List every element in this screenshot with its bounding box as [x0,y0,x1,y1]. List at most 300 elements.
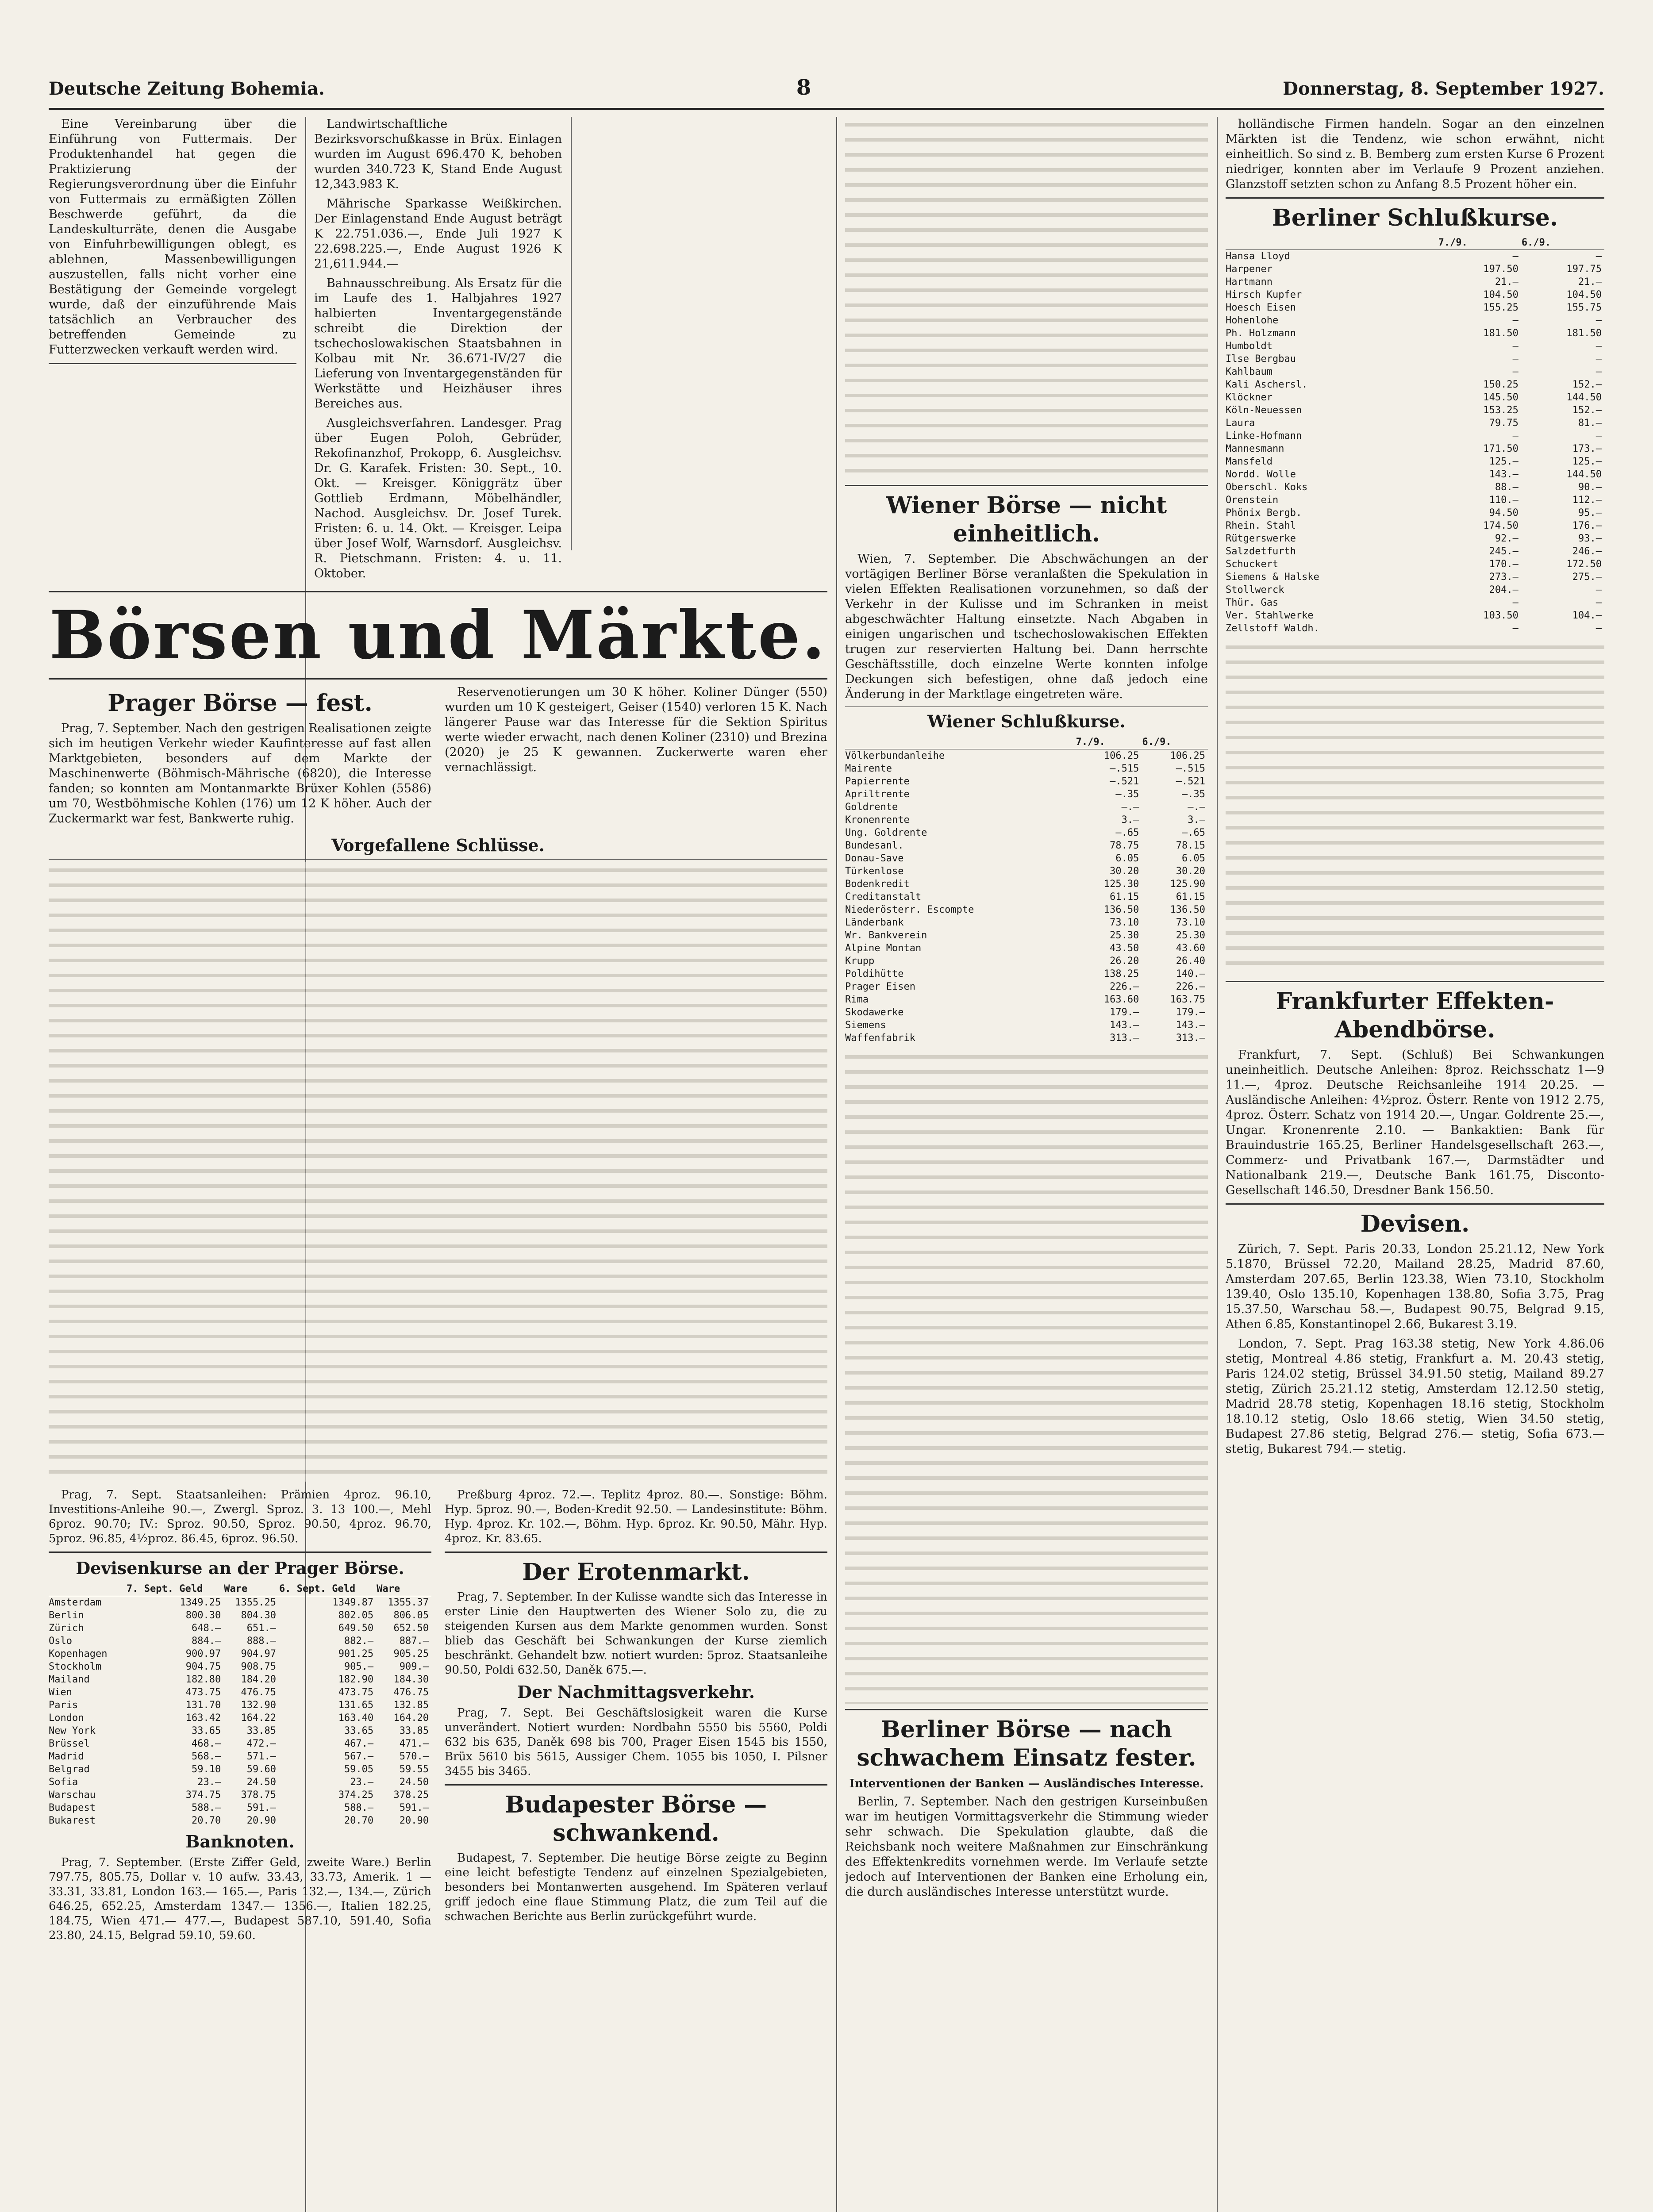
row-label: Länderbank [845,917,904,928]
row-label: Zürich [49,1623,84,1634]
row-value: 173.— [1572,443,1602,454]
row-label: Poldihütte [845,968,904,979]
row-value: 182.90 [338,1674,374,1685]
row-label: Warschau [49,1790,96,1801]
table-row [845,891,1208,903]
row-label: Hoesch Eisen [1226,302,1296,313]
row-value: 588.— [191,1802,221,1813]
table-row [1226,288,1604,301]
row-value: 43.50 [1110,943,1139,954]
row-value: 313.— [1110,1033,1139,1044]
table-row [1226,455,1604,468]
row-value: — [1595,430,1602,442]
row-label: Stockholm [49,1661,102,1672]
devisenkurse-title: Devisenkurse an der Prager Börse. [76,1558,404,1578]
table-row [1226,442,1604,455]
row-value: 1349.87 [332,1597,374,1608]
row-value: 145.50 [1483,392,1518,403]
row-value: — [1512,430,1518,442]
row-value: 152.— [1572,379,1602,390]
row-value: 467.— [344,1738,374,1749]
divider [1226,981,1604,982]
row-value: 43.60 [1176,943,1205,954]
divider [49,363,296,364]
row-value: 92.— [1495,533,1518,544]
row-label: Hohenlohe [1226,315,1279,326]
row-label: Nordd. Wolle [1226,469,1296,480]
table-row [49,1737,431,1750]
row-label: Siemens & Halske [1226,572,1319,583]
row-label: Linke-Hofmann [1226,430,1302,442]
row-label: Oslo [49,1636,72,1647]
row-value: 3.— [1121,814,1139,826]
row-value: 1355.37 [388,1597,429,1608]
divider [1226,1203,1604,1205]
row-label: New York [49,1725,96,1736]
row-value: 591.— [399,1802,429,1813]
table-row [1226,430,1604,442]
table-row [1226,301,1604,314]
row-value: 471.— [399,1738,429,1749]
row-value: 152.— [1572,405,1602,416]
row-label: Paris [49,1700,78,1711]
row-value: — [1595,584,1602,595]
table-header: 7./9. [1076,735,1142,749]
row-label: Thür. Gas [1226,597,1279,608]
row-value: 887.— [399,1636,429,1647]
row-value: 61.15 [1110,891,1139,902]
row-value: 273.— [1489,572,1518,583]
table-row [845,916,1208,929]
row-value: 473.75 [185,1687,221,1698]
row-value: 33.65 [344,1725,374,1736]
table-row [1226,481,1604,494]
table-row [845,878,1208,891]
pfandbriefe-text: Preßburg 4proz. 72.—. Teplitz 4proz. 80.—. Sonstige: Böhm. Hyp. 5proz. 90.—, Boden-Kredit 92.50. — Landesinstitute: Böhm. Hyp. 4proz. Kr. 102.—, Böhm. Hyp. 6proz. Kr. 90.50, Mähr. Hyp. 4proz. Kr. 83.65. [445,1488,827,1545]
row-value: 125.— [1489,456,1518,467]
row-value: 125.30 [1103,879,1139,890]
row-value: 143.— [1176,1020,1205,1031]
row-value: — [1512,341,1518,352]
table-row [49,1776,431,1789]
column-4 [845,117,1208,2212]
row-label: Bukarest [49,1815,96,1826]
issue-date: Donnerstag, 8. September 1927. [1283,78,1604,99]
table-row [1226,507,1604,519]
row-value: —.35 [1182,789,1205,800]
row-value: 800.30 [185,1610,221,1621]
table-row [845,1019,1208,1032]
table-row [845,775,1208,788]
divider [845,1709,1208,1710]
table-row [1226,276,1604,288]
row-label: London [49,1713,84,1724]
nachmittags-text: Prag, 7. Sept. Bei Geschäftslosigkeit waren die Kurse unverändert. Notiert wurden: Nordbahn 5550 bis 5560, Poldi 632 bis 635, Daněk 698 bis 700, Prager Eisen 1545 bis 1550, Brüx 5610 bis 5615, Aussiger Chem. 1055 bis 1050, I. Pilsner 3455 bis 3465. [445,1706,827,1778]
row-value: — [1512,353,1518,365]
row-value: — [1595,251,1602,262]
row-label: Stollwerck [1226,584,1284,595]
row-value: — [1595,623,1602,634]
row-label: Bundesanl. [845,840,904,851]
table-row [845,942,1208,955]
table-row [845,968,1208,980]
row-value: 164.20 [393,1713,429,1724]
lower-quote-block [1226,639,1604,975]
row-value: 150.25 [1483,379,1518,390]
row-value: 163.42 [185,1713,221,1724]
table-row [845,762,1208,775]
table-row [1226,340,1604,353]
prager-boerse-text-2: Reservenotierungen um 30 K höher. Koliner Dünger (550) wurden um 10 K gesteigert, Geiser (1540) verloren 15 K. Nach längerer Pause war das Interesse für die Sektion Spiritus werte wieder erwacht, nach denen Koliner (2310) und Brezina (2020) je 25 K gewannen. Zuckerwerte waren eher vernachlässigt. [445,685,827,774]
row-value: 204.— [1489,584,1518,595]
row-value: 110.— [1489,495,1518,506]
banknoten-title: Banknoten. [185,1832,295,1851]
row-value: 802.05 [338,1610,374,1621]
row-value: 104.— [1572,610,1602,621]
row-value: 163.75 [1170,994,1205,1005]
table-row [845,749,1208,763]
row-value: — [1595,366,1602,377]
row-value: —.35 [1115,789,1139,800]
row-value: 179.— [1176,1007,1205,1018]
table-row [1226,609,1604,622]
devisen-title: Devisen. [1360,1210,1470,1237]
row-label: Bodenkredit [845,879,910,890]
row-label: Kali Aschersl. [1226,379,1308,390]
row-value: 6.05 [1182,853,1205,864]
row-label: Hartmann [1226,276,1272,288]
row-value: —.515 [1110,763,1139,774]
quote-tables [49,862,827,1482]
row-value: 246.— [1572,546,1602,557]
row-value: 73.10 [1110,917,1139,928]
row-value: 78.15 [1176,840,1205,851]
staatsanleihen-text: Prag, 7. Sept. Staatsanleihen: Prämien 4proz. 96.10, Investitions-Anleihe 90.—, Zwergl. Sproz. 3. 13 100.—, Mehl 6proz. 90.70; IV.: Sproz. 90.50, Sproz. 90.50, 4proz. 96.70, 5proz. 96.85, 4½proz. 86.45, 6proz. 96.50. [49,1488,431,1545]
row-value: 648.— [191,1623,221,1634]
table-row [1226,532,1604,545]
row-label: Hansa Lloyd [1226,251,1290,262]
article-futtermais: Eine Vereinbarung über die Einführung von Futtermais. Der Produktenhandel hat gegen die Praktizierung der Regierungsverordnung über die Einfuhr von Futtermais zu ermäßigten Zöllen Beschwerde geführt, da die Landeskulturräte, denen die Ausgabe von Einfuhrbewilligungen oblegt, es ablehnen, Massenbewilligungen auszustellen, falls nicht vorher eine Bestätigung der Gemeinde vorgelegt wurde, daß der einzuführende Mais tatsächlich an Verbraucher des betreffenden Gemeinde zu Futterzwecken verkauft werden wird. [49,117,296,357]
article-landwirtschaft: Landwirtschaftliche Bezirksvorschußkasse in Brüx. Einlagen wurden im August 696.470 K, behoben wurden 340.723 K, Stand Ende August 12,343.983 K. [314,117,562,191]
berliner-boerse-subtitle: Interventionen der Banken — Ausländisches Interesse. [849,1777,1204,1790]
row-value: — [1595,353,1602,365]
row-value: 568.— [191,1751,221,1762]
row-label: Humboldt [1226,341,1272,352]
table-row [845,1006,1208,1019]
wiener-schlusskurse-title: Wiener Schlußkurse. [927,711,1126,731]
divider [49,859,827,860]
divider [1226,197,1604,199]
table-row [49,1699,431,1712]
nachmittags-title: Der Nachmittagsverkehr. [517,1682,755,1702]
budapester-text: Budapest, 7. September. Die heutige Börse zeigte zu Beginn eine leicht befestigte Tendenz auf einzelnen Spezialgebieten, besonders bei Montanwerten ausgehend. Im Späteren verlauf griff jedoch eine flaue Stimmung Platz, die zum Teil auf die schwachen Berichte aus Berlin zurückgeführt wurde. [445,1851,827,1923]
erotenmarkt-text: Prag, 7. September. In der Kulisse wandte sich das Interesse in erster Linie den Hauptwerten des Wiener Solo zu, die zu steigenden Kursen aus dem Markte genommen wurden. Sonst blieb das Geschäft bei Schwankungen der Kurse ziemlich beschränkt. Gehandelt bzw. notiert wurden: 5proz. Staatsanleihe 90.50, Poldi 632.50, Daněk 675.—. [445,1590,827,1677]
newspaper-page [49,75,1604,2212]
row-label: Ung. Goldrente [845,827,927,838]
row-value: 143.— [1489,469,1518,480]
row-value: 155.25 [1483,302,1518,313]
row-value: — [1512,623,1518,634]
row-value: 59.60 [246,1764,276,1775]
quote-table-texture [49,862,827,1482]
row-label: Orenstein [1226,495,1279,506]
table-row [1226,622,1604,635]
row-value: 61.15 [1176,891,1205,902]
devisen-table-body [49,1596,431,1828]
row-value: 468.— [191,1738,221,1749]
row-value: 112.— [1572,495,1602,506]
row-value: —.65 [1115,827,1139,838]
row-value: 103.50 [1483,610,1518,621]
row-value: 24.50 [246,1777,276,1788]
row-label: Creditanstalt [845,891,922,902]
frankfurter-title: Frankfurter Effekten-Abendbörse. [1276,988,1554,1043]
columns [49,117,1604,2212]
article-ausgleich: Ausgleichsverfahren. Landesger. Prag über Eugen Poloh, Gebrüder, Rekofinanzhof, Prokopp, 6. Ausgleichsv. Dr. G. Karafek. Fristen: 30. Sept., 10. Okt. — Kreisger. Königgrätz über Gottlieb Erdmann, Möbelhändler, Nachod. Ausgleichsv. Dr. Josef Turek. Fristen: 6. u. 14. Okt. — Kreisger. Leipa über Josef Wolf, Warnsdorf. Ausgleichsv. R. Pietschmann. Fristen: 4. u. 11. Oktober. [314,416,562,580]
row-value: 131.70 [185,1700,221,1711]
row-label: Phönix Bergb. [1226,507,1302,518]
table-header: Ware [223,1582,279,1596]
row-value: 21.— [1495,276,1518,288]
berliner-schlusskurse-title: Berliner Schlußkurse. [1272,204,1558,231]
row-value: 155.75 [1566,302,1602,313]
row-value: 476.75 [393,1687,429,1698]
row-label: Köln-Neuessen [1226,405,1302,416]
row-value: 588.— [344,1802,374,1813]
row-value: —.65 [1182,827,1205,838]
row-value: — [1512,597,1518,608]
row-value: 59.05 [344,1764,374,1775]
row-label: Alpine Montan [845,943,922,954]
row-label: Krupp [845,956,875,967]
row-label: Mannesmann [1226,443,1284,454]
table-row [845,814,1208,826]
divider [49,1551,431,1553]
table-row [845,1032,1208,1045]
row-label: Budapest [49,1802,96,1813]
row-value: 24.50 [399,1777,429,1788]
row-label: Kronenrente [845,814,910,826]
row-label: Mansfeld [1226,456,1272,467]
table-row [1226,468,1604,481]
table-row [845,980,1208,993]
table-row [1226,314,1604,327]
divider [49,591,827,592]
row-value: 905.25 [393,1648,429,1659]
running-head [49,75,1604,110]
table-row [1226,250,1604,263]
row-value: 226.— [1176,981,1205,992]
table-row [49,1789,431,1801]
row-value: —.— [1121,802,1139,813]
row-label: Völkerbundanleihe [845,750,945,761]
row-label: Oberschl. Koks [1226,482,1308,493]
row-value: 904.97 [241,1648,276,1659]
row-value: 374.25 [338,1790,374,1801]
row-value: 143.— [1110,1020,1139,1031]
row-value: 901.25 [338,1648,374,1659]
row-value: — [1595,315,1602,326]
row-value: 651.— [246,1623,276,1634]
wiener-boerse-text: Wien, 7. September. Die Abschwächungen an der vortägigen Berliner Börse veranlaßten die Spekulation in vielen Effekten Realisationen vorzunehmen, so daß der Verkehr in der Kulisse und im Schranken in meist abgeschwächter Haltung einsetzte. Nach Abgaben in einigen ungarischen und tschechoslowakischen Effekten trugen zur reservierten Haltung bei. Dann herrschte Geschäftsstille, doch einzelne Werte konnten infolge Deckungen sich befestigen, ohne daß jedoch eine Änderung in der Marktlage eingetreten wäre. [845,552,1208,701]
row-value: 313.— [1176,1033,1205,1044]
row-value: —.521 [1110,776,1139,787]
row-value: 21.— [1578,276,1602,288]
divider [445,1784,827,1786]
row-value: 106.25 [1103,750,1139,761]
row-label: Sofia [49,1777,78,1788]
row-label: Apriltrente [845,789,910,800]
row-label: Wien [49,1687,72,1698]
row-value: 570.— [399,1751,429,1762]
table-header [1226,236,1438,250]
row-value: 33.85 [246,1725,276,1736]
table-row [1226,353,1604,365]
wiener-schlusskurse-table [845,735,1208,1045]
row-label: Ph. Holzmann [1226,328,1296,339]
row-value: 172.50 [1566,559,1602,570]
row-value: 226.— [1110,981,1139,992]
row-value: 30.20 [1176,866,1205,877]
row-value: 900.97 [185,1648,221,1659]
row-value: 591.— [246,1802,276,1813]
table-row [49,1814,431,1827]
table-header: 6. Sept. Geld [279,1582,376,1596]
row-value: 26.40 [1176,956,1205,967]
row-value: 378.75 [241,1790,276,1801]
prager-boerse-title: Prager Börse — fest. [108,690,373,717]
table-row [49,1686,431,1699]
row-value: 90.— [1578,482,1602,493]
erotenmarkt-title: Der Erotenmarkt. [522,1559,750,1586]
row-value: 140.— [1176,968,1205,979]
row-value: —.521 [1176,776,1205,787]
row-value: 473.75 [338,1687,374,1698]
row-value: 888.— [246,1636,276,1647]
row-value: — [1595,341,1602,352]
table-row [49,1750,431,1763]
table-row [845,955,1208,968]
table-row [845,903,1208,916]
column-rule [836,117,837,2212]
berliner-table-body [1226,250,1604,635]
divider [49,678,827,680]
row-value: 93.— [1578,533,1602,544]
row-label: Papierrente [845,776,910,787]
table-row [1226,519,1604,532]
row-value: 81.— [1578,418,1602,429]
row-value: 153.25 [1483,405,1518,416]
row-value: 144.50 [1566,469,1602,480]
table-row [1226,494,1604,507]
berliner-boerse-title: Berliner Börse — nach schwachem Einsatz fester. [857,1716,1196,1771]
row-value: 374.75 [185,1790,221,1801]
row-value: 23.— [197,1777,221,1788]
row-value: 882.— [344,1636,374,1647]
row-value: 136.50 [1170,904,1205,915]
row-value: 163.60 [1103,994,1139,1005]
article-sparkasse: Mährische Sparkasse Weißkirchen. Der Einlagenstand Ende August beträgt K 22.751.036.—, Ende Juli 1927 K 22.698.225.—, Ende August 1926 K 21,611.944.— [314,197,562,271]
row-label: Niederösterr. Escompte [845,904,974,915]
wiener-table-body [845,749,1208,1045]
row-value: 95.— [1578,507,1602,518]
row-label: Mairente [845,763,892,774]
table-row [845,865,1208,878]
row-value: — [1512,315,1518,326]
row-value: 1349.25 [180,1597,221,1608]
row-value: 245.— [1489,546,1518,557]
newspaper-name: Deutsche Zeitung Bohemia. [49,78,325,99]
table-row [49,1712,431,1724]
row-label: Ver. Stahlwerke [1226,610,1314,621]
row-label: Amsterdam [49,1597,102,1608]
row-label: Donau-Save [845,853,904,864]
lower-quote-block [845,1049,1208,1704]
table-header: 6./9. [1142,735,1208,749]
row-value: 20.90 [399,1815,429,1826]
row-label: Harpener [1226,264,1272,275]
row-value: 571.— [246,1751,276,1762]
wiener-boerse-title: Wiener Börse — nicht einheitlich. [886,492,1167,547]
table-row [1226,558,1604,571]
row-value: 174.50 [1483,520,1518,531]
row-value: 164.22 [241,1713,276,1724]
row-value: 182.80 [185,1674,221,1685]
boersen-section [49,586,827,2212]
row-value: 132.85 [393,1700,429,1711]
row-value: 30.20 [1110,866,1139,877]
row-label: Brüssel [49,1738,90,1749]
row-label: Berlin [49,1610,84,1621]
row-value: 104.50 [1483,289,1518,300]
table-row [49,1622,431,1635]
row-value: 136.50 [1103,904,1139,915]
row-value: 179.— [1110,1007,1139,1018]
row-value: 1355.25 [235,1597,276,1608]
vorgefallene-title: Vorgefallene Schlüsse. [331,835,545,855]
row-value: 138.25 [1103,968,1139,979]
row-label: Ilse Bergbau [1226,353,1296,365]
row-value: 884.— [191,1636,221,1647]
row-value: —.515 [1176,763,1205,774]
row-value: 184.20 [241,1674,276,1685]
table-row [845,993,1208,1006]
row-label: Kopenhagen [49,1648,108,1659]
row-label: Prager Eisen [845,981,915,992]
row-value: 181.50 [1483,328,1518,339]
table-row [1226,365,1604,378]
row-value: 88.— [1495,482,1518,493]
row-label: Hirsch Kupfer [1226,289,1302,300]
row-value: 905.— [344,1661,374,1672]
column-rule [571,117,572,550]
section-title: Börsen und Märkte. [49,596,827,674]
row-value: 94.50 [1489,507,1518,518]
row-value: 275.— [1572,572,1602,583]
table-header: Ware [376,1582,431,1596]
berliner-schlusskurse-table [1226,236,1604,635]
table-row [49,1596,431,1609]
row-value: 806.05 [393,1610,429,1621]
table-row [49,1673,431,1686]
row-label: Mailand [49,1674,90,1685]
article-bahnausschreibung: Bahnausschreibung. Als Ersatz für die im Laufe des 1. Halbjahres 1927 halbierten Inventargegenstände schreibt die Direktion der tschechoslowakischen Staatsbahnen in Kolbau mit Nr. 36.671-IV/27 die Lieferung von Inventargegenständen für Werkstätte und Heizhäuser ihres Bereiches aus. [314,276,562,411]
table-row [845,826,1208,839]
row-value: 144.50 [1566,392,1602,403]
banknoten-text: Prag, 7. September. (Erste Ziffer Geld, zweite Ware.) Berlin 797.75, 805.75, Dollar v. 10 aufw. 33.43, 33.73, Amerik. 1 — 33.31, 33.81, London 163.— 165.—, Paris 132.—, 134.—, Zürich 646.25, 652.25, Amsterdam 1347.— 1356.—, Italien 182.25, 184.75, Wien 471.— 477.—, Budapest 587.10, 591.40, Sofia 23.80, 24.15, Belgrad 59.10, 59.60. [49,1856,431,1942]
table-row [1226,378,1604,391]
table-row [1226,584,1604,596]
